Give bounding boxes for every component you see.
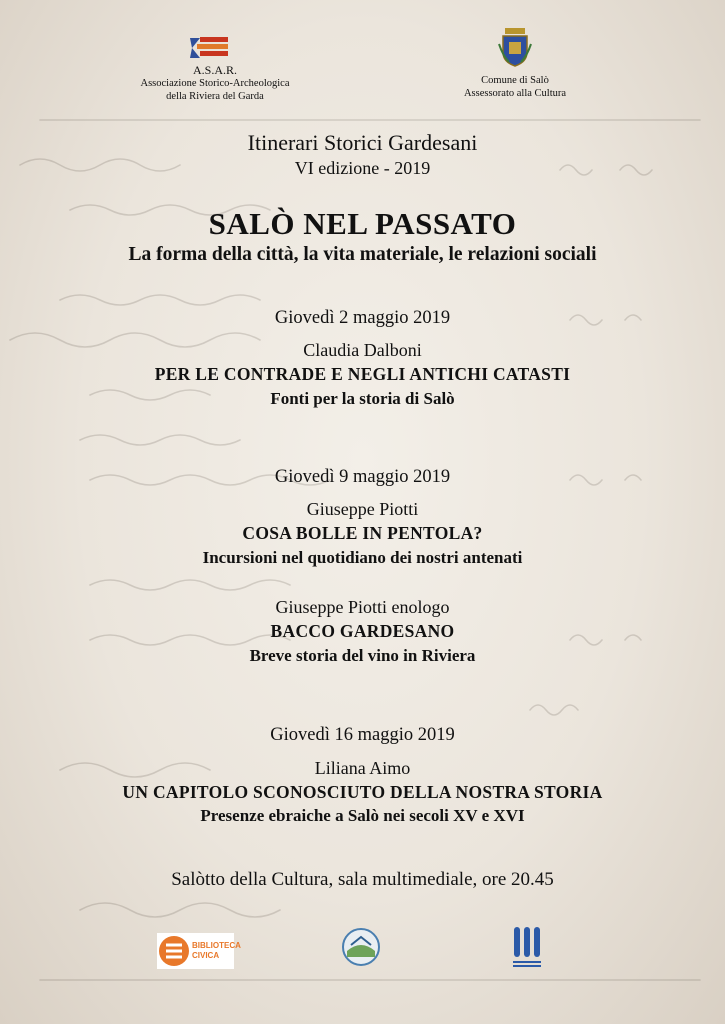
talk-subtitle: Presenze ebraiche a Salò nei secoli XV e XVI [200, 806, 525, 825]
talk-subtitle: Incursioni nel quotidiano dei nostri antenati [202, 548, 523, 567]
asar-emblem-icon [188, 34, 232, 62]
civica-logo-text: CIVICA [192, 951, 220, 960]
talk-title: COSA BOLLE IN PENTOLA? [242, 523, 483, 543]
asar-name-line2: della Riviera del Garda [166, 91, 264, 102]
asar-abbreviation: A.S.A.R. [192, 63, 237, 77]
event-speaker: Giuseppe Piotti enologo [275, 597, 450, 617]
circular-seal-logo-icon [341, 927, 381, 967]
comune-name: Comune di Salò [481, 75, 549, 86]
coat-of-arms-icon [497, 26, 533, 68]
talk-title: UN CAPITOLO SCONOSCIUTO DELLA NOSTRA STORIA [122, 782, 603, 802]
asar-name-line1: Associazione Storico-Archeologica [140, 78, 290, 89]
talk-title: BACCO GARDESANO [270, 621, 455, 641]
event-date: Giovedì 2 maggio 2019 [274, 308, 451, 328]
blue-stripes-logo-icon [511, 925, 543, 969]
event-date: Giovedì 16 maggio 2019 [270, 725, 455, 745]
comune-label [430, 74, 600, 100]
event-speaker: Claudia Dalboni [303, 340, 422, 360]
venue-info: Salòtto della Cultura, sala multimediale, ore 20.45 [171, 869, 554, 890]
biblioteca-civica-logo-icon [157, 933, 241, 969]
talk-subtitle: Fonti per la storia di Salò [270, 389, 455, 408]
biblioteca-logo-text: BIBLIOTECA [192, 941, 241, 950]
comune-department: Assessorato alla Cultura [463, 88, 567, 99]
asar-association-label [110, 64, 320, 103]
talk-title: PER LE CONTRADE E NEGLI ANTICHI CATASTI [154, 364, 571, 384]
series-title: Itinerari Storici Gardesani [247, 130, 478, 155]
event-date: Giovedì 9 maggio 2019 [274, 467, 451, 487]
main-title: SALÒ NEL PASSATO [208, 206, 517, 241]
event-speaker: Giuseppe Piotti [306, 499, 419, 519]
main-subtitle: La forma della città, la vita materiale, le relazioni sociali [128, 244, 597, 265]
event-speaker: Liliana Aimo [314, 758, 411, 778]
talk-subtitle: Breve storia del vino in Riviera [249, 646, 476, 665]
edition-label: VI edizione - 2019 [294, 158, 431, 178]
